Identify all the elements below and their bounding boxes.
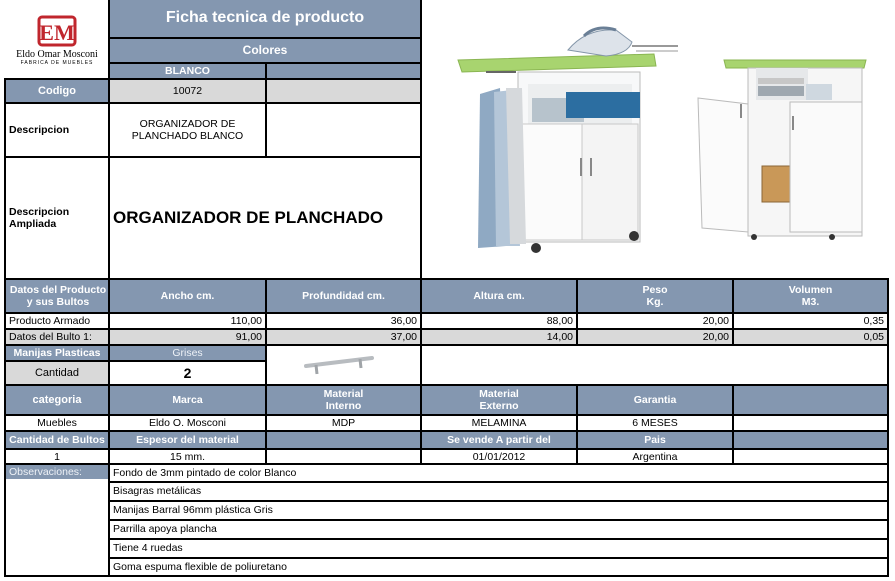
dims-altura-value: 88,00	[422, 314, 576, 328]
info-header-material-interno: Material Interno	[267, 386, 420, 414]
codigo-label: Codigo	[6, 80, 108, 102]
observacion-item: Tiene 4 ruedas	[110, 540, 887, 556]
dims-ancho-value: 91,00	[110, 330, 265, 344]
dims-altura-value: 14,00	[422, 330, 576, 344]
info-garantia-value: 6 MESES	[578, 416, 732, 430]
descripcion-ampliada-label: Descripcion Ampliada	[6, 158, 86, 278]
color-extra	[267, 64, 420, 78]
dims-row-label: Datos del Bulto 1:	[6, 330, 108, 344]
handle-bar-icon	[302, 350, 376, 376]
info-header-garantia: Garantia	[578, 386, 732, 414]
codigo-value: 10072	[110, 80, 265, 102]
dims-row-label: Producto Armado	[6, 314, 108, 328]
descripcion-label: Descripcion	[6, 104, 108, 156]
dims-peso-value: 20,00	[578, 314, 732, 328]
dims-header-altura: Altura cm.	[422, 280, 576, 312]
cantidad-value: 2	[110, 362, 265, 384]
codigo-extra	[267, 80, 420, 102]
dims-ancho-value: 110,00	[110, 314, 265, 328]
observacion-item: Manijas Barral 96mm plástica Gris	[110, 502, 887, 518]
info-pais-value: Argentina	[578, 450, 732, 464]
svg-text:EM: EM	[39, 20, 75, 46]
info-empty-value	[267, 450, 420, 464]
dims-volumen-value: 0,35	[734, 314, 887, 328]
info-fecha-venta-value: 01/01/2012	[422, 450, 576, 464]
dims-profundidad-value: 37,00	[267, 330, 420, 344]
dims-peso-value: 20,00	[578, 330, 732, 344]
observaciones-label: Observaciones:	[6, 465, 108, 479]
info-header-fecha-venta: Se vende A partir del	[422, 432, 576, 448]
descripcion-ampliada-value: ORGANIZADOR DE PLANCHADO	[110, 158, 420, 278]
info-header-empty	[267, 432, 420, 448]
info-espesor-value: 15 mm.	[110, 450, 265, 464]
dims-row-label: Datos del Producto y sus Bultos	[6, 280, 108, 312]
info-header-empty	[734, 386, 887, 414]
logo-tagline: FABRICA DE MUEBLES	[20, 59, 94, 66]
brand-logo	[4, 0, 110, 80]
info-marca-value: Eldo O. Mosconi	[110, 416, 265, 430]
product-image-open-cabinet	[696, 54, 870, 244]
info-header-cantidad-bultos: Cantidad de Bultos	[6, 432, 108, 448]
dims-header-volumen: Volumen M3.	[734, 280, 887, 312]
product-image-ironing-organizer	[456, 24, 686, 256]
info-cantidad-bultos-value: 1	[6, 450, 108, 464]
info-categoria-value: Muebles	[6, 416, 108, 430]
page-title: Ficha tecnica de producto	[110, 0, 420, 37]
info-header-espesor: Espesor del material	[110, 432, 265, 448]
info-material-interno-value: MDP	[267, 416, 420, 430]
color-name: BLANCO	[110, 64, 265, 78]
dims-volumen-value: 0,05	[734, 330, 887, 344]
logo-brand-name: Eldo Omar Mosconi	[16, 49, 98, 61]
observacion-item: Goma espuma flexible de poliuretano	[110, 559, 887, 575]
dims-header-profundidad: Profundidad cm.	[267, 280, 420, 312]
manijas-label: Manijas Plasticas	[6, 346, 108, 360]
info-header-categoria: categoria	[6, 386, 108, 414]
info-material-externo-value: MELAMINA	[422, 416, 576, 430]
info-header-marca: Marca	[110, 386, 265, 414]
cantidad-label: Cantidad	[6, 362, 108, 384]
dims-header-ancho: Ancho cm.	[110, 280, 265, 312]
colors-header: Colores	[110, 39, 420, 62]
logo-monogram-icon	[37, 13, 77, 47]
info-header-material-externo: Material Externo	[422, 386, 576, 414]
dims-profundidad-value: 36,00	[267, 314, 420, 328]
info-header-pais: Pais	[578, 432, 732, 448]
observacion-item: Parrilla apoya plancha	[110, 521, 887, 537]
observacion-item: Bisagras metálicas	[110, 483, 887, 499]
info-header-empty	[734, 432, 887, 448]
observacion-item: Fondo de 3mm pintado de color Blanco	[110, 465, 887, 481]
descripcion-value: ORGANIZADOR DE PLANCHADO BLANCO	[115, 104, 260, 156]
dims-header-peso: Peso Kg.	[578, 280, 732, 312]
manijas-value: Grises	[110, 346, 265, 360]
